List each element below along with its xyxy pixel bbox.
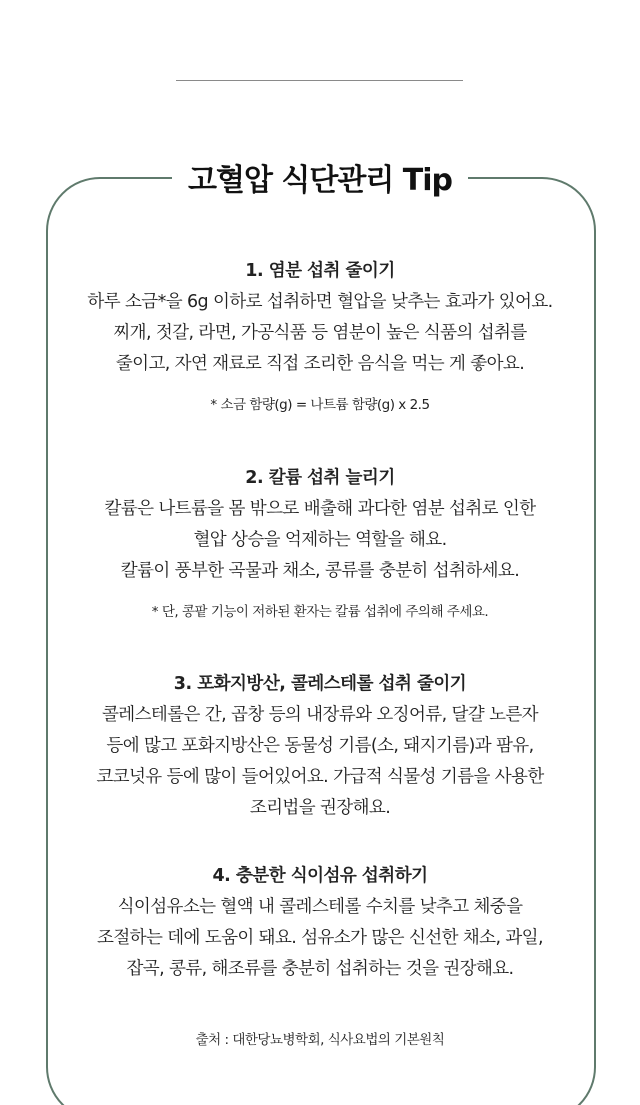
section-line: 식이섬유소는 혈액 내 콜레스테롤 수치를 낮추고 체중을 [117, 897, 523, 917]
section-salt [0, 256, 640, 413]
section-line: 조리법을 권장해요. [249, 798, 391, 818]
section-heading: 3. 포화지방산, 콜레스테롤 섭취 줄이기 [173, 674, 467, 694]
section-line: 콜레스테롤은 간, 곱창 등의 내장류와 오징어류, 달걀 노른자 [102, 705, 538, 725]
section-line: 칼륨은 나트륨을 몸 밖으로 배출해 과다한 염분 섭취로 인한 [104, 499, 536, 519]
section-heading: 1. 염분 섭취 줄이기 [245, 261, 395, 281]
section-line: 혈압 상승을 억제하는 역할을 해요. [193, 530, 447, 550]
section-line: 잡곡, 콩류, 해조류를 충분히 섭취하는 것을 권장해요. [126, 959, 514, 979]
section-potassium [0, 463, 640, 620]
section-line: 칼륨이 풍부한 곡물과 채소, 콩류를 충분히 섭취하세요. [120, 561, 520, 581]
section-heading: 4. 충분한 식이섬유 섭취하기 [212, 866, 428, 886]
section-note: * 단, 콩팥 기능이 저하된 환자는 칼륨 섭취에 주의해 주세요. [151, 604, 489, 620]
section-fiber [0, 861, 640, 985]
source-text: 출처 : 대한당뇨병학회, 식사요법의 기본원칙 [195, 1032, 445, 1048]
section-note: * 소금 함량(g) = 나트륨 함량(g) x 2.5 [210, 397, 430, 413]
section-line: 코코넛유 등에 많이 들어있어요. 가급적 식물성 기름을 사용한 [96, 767, 544, 787]
section-fat [0, 669, 640, 824]
section-line: 하루 소금*을 6g 이하로 섭취하면 혈압을 낮추는 효과가 있어요. [87, 292, 553, 312]
section-line: 줄이고, 자연 재료로 직접 조리한 음식을 먹는 게 좋아요. [115, 354, 525, 374]
section-line: 등에 많고 포화지방산은 동물성 기름(소, 돼지기름)과 팜유, [106, 736, 534, 756]
section-heading: 2. 칼륨 섭취 늘리기 [245, 468, 395, 488]
section-line: 찌개, 젓갈, 라면, 가공식품 등 염분이 높은 식품의 섭취를 [113, 323, 527, 343]
top-divider [176, 80, 463, 81]
section-line: 조절하는 데에 도움이 돼요. 섬유소가 많은 신선한 채소, 과일, [97, 928, 543, 948]
tip-title: 고혈압 식단관리 Tip [172, 158, 468, 204]
